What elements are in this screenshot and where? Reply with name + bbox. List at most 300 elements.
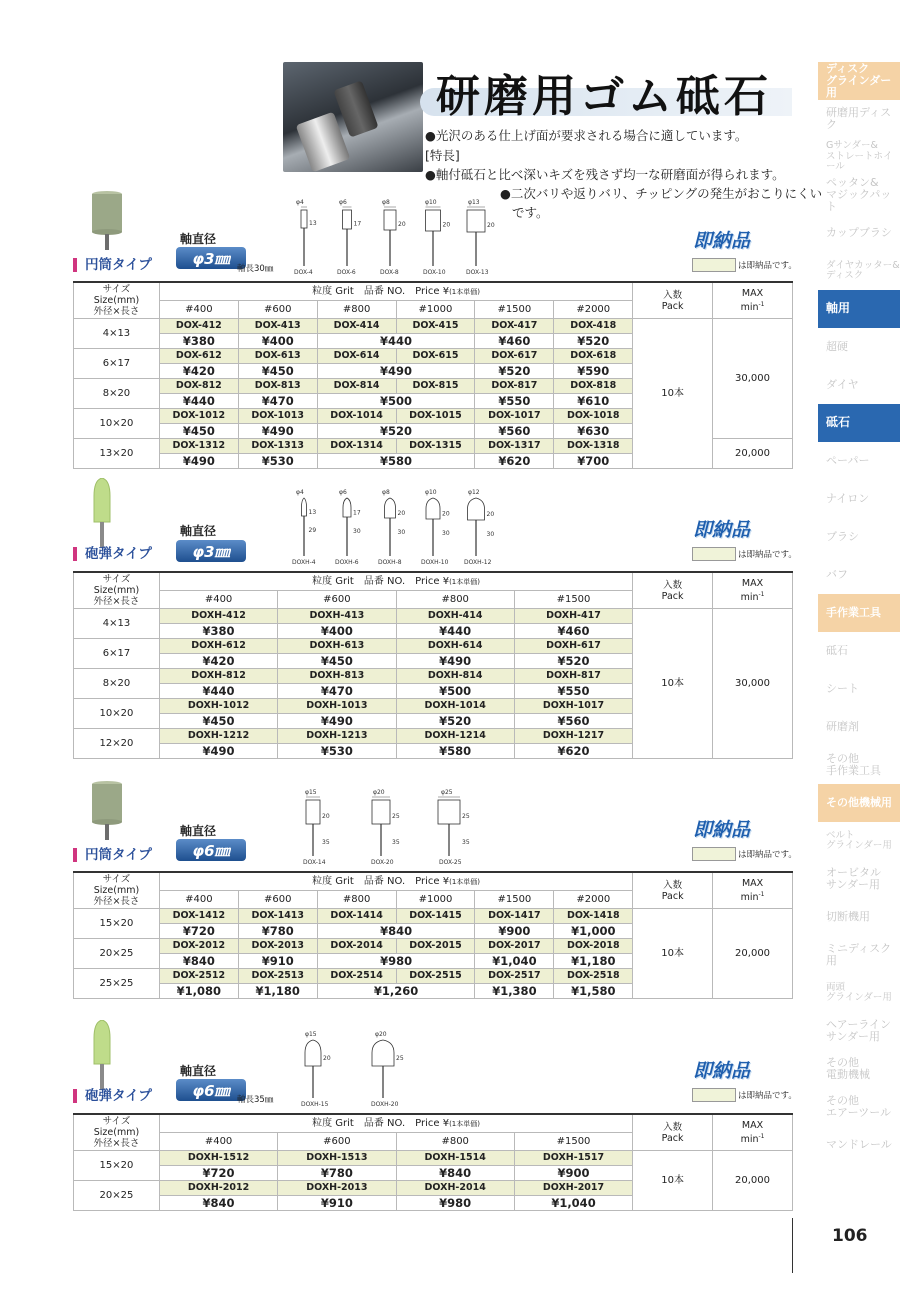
sidebar-item[interactable]: 砥石 (818, 404, 900, 442)
axis-diameter-label: 軸直径 (180, 1064, 217, 1078)
product-code-cell: DOXH-1517 (514, 1151, 632, 1166)
type-label: 砲弾タイプ (73, 1089, 152, 1103)
svg-text:DOX-10: DOX-10 (423, 269, 446, 276)
svg-text:30: 30 (486, 531, 495, 538)
product-code-cell: DOX-1015 (396, 409, 475, 424)
product-code-cell: DOXH-813 (278, 669, 396, 684)
svg-text:DOXH-12: DOXH-12 (464, 559, 492, 566)
product-code-cell: DOXH-1012 (159, 699, 277, 714)
svg-text:φ13: φ13 (468, 199, 480, 206)
product-code-cell: DOX-813 (238, 379, 317, 394)
size-cell: 20×25 (74, 939, 160, 969)
max-rpm-header: MAX $\min^{-1}$ (713, 1115, 793, 1151)
price-cell: ¥1,040 (475, 954, 554, 969)
dimension-drawing (419, 786, 479, 870)
product-code-cell: DOXH-1514 (396, 1151, 514, 1166)
size-cell: 20×25 (74, 1181, 160, 1211)
svg-text:DOXH-15: DOXH-15 (301, 1101, 329, 1108)
shank-length-note: 軸長30㎜ (237, 264, 274, 274)
product-code-cell: DOX-2515 (396, 969, 475, 984)
svg-text:φ15: φ15 (305, 789, 317, 796)
svg-text:35: 35 (322, 839, 330, 846)
product-code-cell: DOX-618 (554, 349, 633, 364)
table-top-rule (73, 1113, 793, 1115)
svg-text:20: 20 (487, 222, 495, 229)
price-cell: ¥420 (159, 654, 277, 669)
description-line-4: です。 (512, 205, 549, 220)
svg-text:17: 17 (353, 509, 361, 517)
sidebar-item[interactable]: 砥石 (826, 643, 848, 657)
pack-header: 入数 Pack (633, 573, 713, 609)
size-cell: 13×20 (74, 439, 160, 469)
product-code-cell: DOX-818 (554, 379, 633, 394)
in-stock-legend-text: は即納品です。 (738, 550, 797, 560)
price-cell: ¥550 (475, 394, 554, 409)
in-stock-legend-swatch (692, 258, 736, 272)
price-cell: ¥520 (554, 334, 633, 349)
axis-diameter-badge: φ3㎜ (176, 540, 246, 562)
cylinder-stone-image (90, 190, 124, 256)
page-number: 106 (832, 1226, 868, 1246)
svg-text:φ8: φ8 (382, 489, 390, 496)
product-code-cell: DOXH-1512 (159, 1151, 277, 1166)
price-cell: ¥840 (159, 1196, 277, 1211)
svg-text:DOXH-20: DOXH-20 (371, 1101, 399, 1108)
product-code-cell: DOXH-814 (396, 669, 514, 684)
price-cell: ¥400 (238, 334, 317, 349)
price-cell: ¥440 (396, 624, 514, 639)
price-table (73, 872, 793, 999)
price-cell: ¥420 (159, 364, 238, 379)
product-code-cell: DOXH-614 (396, 639, 514, 654)
max-rpm-cell: 20,000 (713, 439, 793, 469)
product-code-cell: DOX-812 (159, 379, 238, 394)
in-stock-legend-swatch (692, 847, 736, 861)
dimension-drawing (369, 196, 411, 280)
dimension-drawing (326, 196, 368, 280)
sidebar-item[interactable]: 研磨用ディスク (826, 105, 892, 131)
sidebar-item[interactable]: ブラシ (826, 529, 859, 543)
price-cell: ¥840 (317, 924, 475, 939)
sidebar-item[interactable]: その他機械用 (818, 784, 900, 822)
product-code-cell: DOX-1312 (159, 439, 238, 454)
dimension-drawing (283, 786, 343, 870)
price-cell: ¥490 (159, 744, 277, 759)
size-cell: 6×17 (74, 639, 160, 669)
product-code-cell: DOX-1017 (475, 409, 554, 424)
price-cell: ¥460 (475, 334, 554, 349)
grit-column-header: #400 (159, 891, 238, 909)
grit-header: 粒度 Grit 品番 NO. Price ¥(1本単価) (159, 873, 632, 891)
sidebar-item[interactable]: 軸用 (818, 290, 900, 328)
sidebar-item[interactable]: ベルト グラインダー用 (826, 829, 892, 851)
description-line-3: ●二次バリや返りバリ、チッピングの発生がおこりにくい (500, 186, 823, 201)
size-cell: 25×25 (74, 969, 160, 999)
price-cell: ¥1,580 (554, 984, 633, 999)
description-line-1: ●光沢のある仕上げ面が要求される場合に適しています。 (425, 128, 748, 143)
max-rpm-header: MAX $\min^{-1}$ (713, 283, 793, 319)
svg-text:35: 35 (462, 839, 470, 846)
product-code-cell: DOXH-2013 (278, 1181, 396, 1196)
price-cell: ¥490 (238, 424, 317, 439)
product-code-cell: DOX-613 (238, 349, 317, 364)
sidebar-item[interactable]: 両頭 グラインダー用 (826, 981, 892, 1003)
in-stock-legend-swatch (692, 547, 736, 561)
size-header: サイズ Size(mm) 外径×長さ (74, 1115, 160, 1151)
product-section (73, 1022, 797, 1292)
max-rpm-cell: 20,000 (713, 909, 793, 999)
svg-text:φ20: φ20 (373, 789, 385, 796)
product-code-cell: DOXH-413 (278, 609, 396, 624)
price-cell: ¥460 (514, 624, 632, 639)
product-code-cell: DOX-1415 (396, 909, 475, 924)
price-cell: ¥580 (396, 744, 514, 759)
svg-text:DOXH-8: DOXH-8 (378, 559, 402, 566)
svg-text:φ10: φ10 (425, 489, 437, 496)
price-cell: ¥980 (317, 954, 475, 969)
in-stock-legend-swatch (692, 1088, 736, 1102)
svg-text:φ10: φ10 (425, 199, 437, 206)
price-cell: ¥560 (514, 714, 632, 729)
svg-text:30: 30 (353, 528, 361, 535)
price-cell: ¥440 (317, 334, 475, 349)
type-label: 円筒タイプ (73, 258, 152, 272)
bullet-stone-image (90, 1020, 114, 1096)
grit-column-header: #800 (396, 1133, 514, 1151)
sidebar-item[interactable]: シート (826, 681, 859, 695)
price-cell: ¥840 (159, 954, 238, 969)
product-code-cell: DOX-2517 (475, 969, 554, 984)
product-code-cell: DOXH-2017 (514, 1181, 632, 1196)
grit-column-header: #1500 (475, 301, 554, 319)
product-code-cell: DOX-1315 (396, 439, 475, 454)
price-cell: ¥440 (159, 684, 277, 699)
sidebar-item[interactable]: ダイヤカッター& ディスク (826, 259, 900, 281)
grit-column-header: #1000 (396, 301, 475, 319)
in-stock-logo: 即納品 (693, 819, 751, 841)
dimension-drawing (369, 486, 411, 570)
svg-text:φ4: φ4 (296, 489, 304, 496)
grit-column-header: #400 (159, 1133, 277, 1151)
product-code-cell: DOX-1014 (317, 409, 396, 424)
price-cell: ¥500 (396, 684, 514, 699)
price-cell: ¥700 (554, 454, 633, 469)
bullet-stone-image (90, 478, 114, 554)
product-code-cell: DOX-2018 (554, 939, 633, 954)
sidebar-item[interactable]: マンドレール (826, 1137, 892, 1151)
svg-text:DOX-13: DOX-13 (466, 269, 489, 276)
product-code-cell: DOX-2014 (317, 939, 396, 954)
price-cell: ¥630 (554, 424, 633, 439)
product-code-cell: DOXH-2012 (159, 1181, 277, 1196)
grit-column-header: #600 (238, 301, 317, 319)
cylinder-stone-image (90, 780, 124, 846)
svg-text:DOXH-10: DOXH-10 (421, 559, 449, 566)
svg-text:20: 20 (323, 1055, 331, 1062)
table-top-rule (73, 871, 793, 873)
sidebar-item[interactable]: 切断機用 (826, 909, 870, 923)
max-rpm-cell: 30,000 (713, 609, 793, 759)
table-top-rule (73, 281, 793, 283)
size-cell: 15×20 (74, 909, 160, 939)
svg-text:φ25: φ25 (441, 789, 453, 796)
product-code-cell: DOXH-1513 (278, 1151, 396, 1166)
price-cell: ¥620 (514, 744, 632, 759)
dimension-drawing (353, 1028, 413, 1112)
svg-text:DOX-8: DOX-8 (380, 269, 399, 276)
size-cell: 10×20 (74, 699, 160, 729)
svg-text:20: 20 (442, 510, 450, 518)
price-cell: ¥780 (238, 924, 317, 939)
pack-cell: 10本 (633, 909, 713, 999)
grit-column-header: #600 (278, 591, 396, 609)
sidebar-item[interactable]: オービタル サンダー用 (826, 865, 881, 891)
product-code-cell: DOXH-1214 (396, 729, 514, 744)
grit-header: 粒度 Grit 品番 NO. Price ¥(1本単価) (159, 283, 632, 301)
shank-length-note: 軸長35㎜ (237, 1095, 274, 1105)
price-cell: ¥1,260 (317, 984, 475, 999)
dimension-drawing (283, 486, 325, 570)
svg-text:20: 20 (322, 813, 330, 820)
product-code-cell: DOXH-613 (278, 639, 396, 654)
sidebar-item[interactable]: ナイロン (826, 491, 870, 505)
dimension-drawing (351, 786, 411, 870)
svg-text:DOX-20: DOX-20 (371, 859, 394, 866)
sidebar-item[interactable]: カップブラシ (826, 225, 892, 239)
svg-text:φ6: φ6 (339, 199, 347, 206)
pack-header: 入数 Pack (633, 283, 713, 319)
svg-text:25: 25 (462, 813, 470, 820)
size-header: サイズ Size(mm) 外径×長さ (74, 573, 160, 609)
size-cell: 10×20 (74, 409, 160, 439)
grit-column-header: #600 (278, 1133, 396, 1151)
size-cell: 4×13 (74, 609, 160, 639)
sidebar-item[interactable]: Gサンダー& ストレートホイール (826, 140, 893, 173)
in-stock-logo: 即納品 (693, 519, 751, 541)
product-code-cell: DOX-1314 (317, 439, 396, 454)
svg-text:20: 20 (397, 510, 406, 517)
price-cell: ¥1,080 (159, 984, 238, 999)
price-cell: ¥520 (475, 364, 554, 379)
sidebar-item[interactable]: 研磨剤 (826, 719, 859, 733)
sidebar-item[interactable]: ディスク グラインダー用 (818, 62, 900, 100)
svg-text:30: 30 (397, 529, 406, 536)
price-table (73, 1114, 793, 1211)
sidebar-item[interactable]: ダイヤ (826, 377, 859, 391)
product-code-cell: DOX-817 (475, 379, 554, 394)
grit-column-header: #800 (317, 891, 396, 909)
product-code-cell: DOX-2013 (238, 939, 317, 954)
dimension-drawing (283, 1028, 343, 1112)
price-cell: ¥610 (554, 394, 633, 409)
product-code-cell: DOXH-1014 (396, 699, 514, 714)
sidebar-item[interactable]: ヘアーライン サンダー用 (826, 1017, 892, 1043)
sidebar-item[interactable]: その他 手作業工具 (826, 751, 881, 777)
product-code-cell: DOX-2015 (396, 939, 475, 954)
max-rpm-cell: 30,000 (713, 319, 793, 439)
product-code-cell: DOX-615 (396, 349, 475, 364)
svg-text:29: 29 (308, 527, 317, 534)
description-features-heading: [特長] (425, 148, 460, 163)
category-sidebar (818, 62, 900, 1164)
product-code-cell: DOX-1413 (238, 909, 317, 924)
svg-text:φ15: φ15 (305, 1031, 317, 1038)
product-code-cell: DOXH-812 (159, 669, 277, 684)
product-code-cell: DOXH-1212 (159, 729, 277, 744)
price-cell: ¥520 (317, 424, 475, 439)
svg-text:DOXH-4: DOXH-4 (292, 559, 316, 566)
product-photo (283, 62, 423, 172)
table-top-rule (73, 571, 793, 573)
size-cell: 4×13 (74, 319, 160, 349)
product-code-cell: DOX-1013 (238, 409, 317, 424)
size-header: サイズ Size(mm) 外径×長さ (74, 283, 160, 319)
dimension-drawing (412, 196, 454, 280)
price-cell: ¥440 (159, 394, 238, 409)
size-cell: 12×20 (74, 729, 160, 759)
sidebar-item[interactable]: その他 電動機械 (826, 1055, 870, 1081)
in-stock-legend-text: は即納品です。 (738, 261, 797, 271)
product-code-cell: DOX-617 (475, 349, 554, 364)
svg-text:φ8: φ8 (382, 199, 390, 206)
price-cell: ¥520 (514, 654, 632, 669)
in-stock-logo: 即納品 (693, 1060, 751, 1082)
product-code-cell: DOX-412 (159, 319, 238, 334)
product-code-cell: DOX-815 (396, 379, 475, 394)
product-code-cell: DOXH-612 (159, 639, 277, 654)
price-cell: ¥380 (159, 334, 238, 349)
price-cell: ¥560 (475, 424, 554, 439)
price-cell: ¥1,180 (554, 954, 633, 969)
product-code-cell: DOXH-1013 (278, 699, 396, 714)
sidebar-item[interactable]: 手作業工具 (818, 594, 900, 632)
price-table (73, 282, 793, 469)
axis-diameter-badge: φ3㎜ (176, 247, 246, 269)
price-cell: ¥530 (278, 744, 396, 759)
size-header: サイズ Size(mm) 外径×長さ (74, 873, 160, 909)
svg-text:DOX-25: DOX-25 (439, 859, 462, 866)
sidebar-item[interactable]: その他 エアーツール (826, 1093, 892, 1119)
svg-text:17: 17 (353, 220, 362, 228)
price-cell: ¥980 (396, 1196, 514, 1211)
price-cell: ¥780 (278, 1166, 396, 1181)
in-stock-legend-text: は即納品です。 (738, 1091, 797, 1101)
price-cell: ¥450 (278, 654, 396, 669)
price-table (73, 572, 793, 759)
svg-text:DOX-4: DOX-4 (294, 269, 313, 276)
sidebar-item[interactable]: ミニディスク用 (826, 941, 892, 967)
max-rpm-cell: 20,000 (713, 1151, 793, 1211)
svg-text:DOX-6: DOX-6 (337, 269, 356, 276)
sidebar-item[interactable]: バフ (826, 567, 848, 581)
svg-text:25: 25 (396, 1055, 404, 1062)
size-cell: 6×17 (74, 349, 160, 379)
svg-text:DOX-14: DOX-14 (303, 859, 326, 866)
sidebar-item[interactable]: ペッタン& マジックパット (826, 175, 892, 214)
product-code-cell: DOXH-1217 (514, 729, 632, 744)
price-cell: ¥1,040 (514, 1196, 632, 1211)
product-code-cell: DOX-1318 (554, 439, 633, 454)
pack-cell: 10本 (633, 1151, 713, 1211)
price-cell: ¥470 (238, 394, 317, 409)
product-code-cell: DOX-612 (159, 349, 238, 364)
product-code-cell: DOX-414 (317, 319, 396, 334)
grit-column-header: #2000 (554, 891, 633, 909)
product-code-cell: DOX-2012 (159, 939, 238, 954)
grit-column-header: #1500 (514, 1133, 632, 1151)
price-cell: ¥490 (396, 654, 514, 669)
product-code-cell: DOXH-1213 (278, 729, 396, 744)
max-rpm-header: MAX $\min^{-1}$ (713, 573, 793, 609)
dimension-drawing (326, 486, 368, 570)
grit-header: 粒度 Grit 品番 NO. Price ¥(1本単価) (159, 1115, 632, 1133)
grit-column-header: #1500 (475, 891, 554, 909)
svg-text:20: 20 (398, 221, 406, 228)
price-cell: ¥450 (238, 364, 317, 379)
product-code-cell: DOX-1417 (475, 909, 554, 924)
grit-column-header: #1000 (396, 891, 475, 909)
price-cell: ¥1,380 (475, 984, 554, 999)
price-cell: ¥380 (159, 624, 277, 639)
dimension-drawing (455, 486, 497, 570)
grit-column-header: #800 (396, 591, 514, 609)
product-code-cell: DOX-2518 (554, 969, 633, 984)
axis-diameter-label: 軸直径 (180, 824, 217, 838)
svg-text:20: 20 (442, 221, 451, 229)
product-code-cell: DOX-1414 (317, 909, 396, 924)
product-code-cell: DOX-1012 (159, 409, 238, 424)
price-cell: ¥500 (317, 394, 475, 409)
size-cell: 15×20 (74, 1151, 160, 1181)
product-code-cell: DOX-418 (554, 319, 633, 334)
product-code-cell: DOX-1412 (159, 909, 238, 924)
grit-header: 粒度 Grit 品番 NO. Price ¥(1本単価) (159, 573, 632, 591)
product-code-cell: DOX-814 (317, 379, 396, 394)
product-code-cell: DOXH-617 (514, 639, 632, 654)
product-code-cell: DOX-1313 (238, 439, 317, 454)
sidebar-item[interactable]: 超硬 (826, 339, 848, 353)
product-code-cell: DOXH-2014 (396, 1181, 514, 1196)
type-label: 砲弾タイプ (73, 547, 152, 561)
sidebar-item[interactable]: ペーパー (826, 453, 870, 467)
max-rpm-header: MAX $\min^{-1}$ (713, 873, 793, 909)
product-code-cell: DOX-2512 (159, 969, 238, 984)
product-code-cell: DOX-415 (396, 319, 475, 334)
pack-header: 入数 Pack (633, 873, 713, 909)
grit-column-header: #400 (159, 591, 277, 609)
price-cell: ¥400 (278, 624, 396, 639)
product-code-cell: DOX-2017 (475, 939, 554, 954)
product-code-cell: DOX-2514 (317, 969, 396, 984)
price-cell: ¥470 (278, 684, 396, 699)
product-section (73, 480, 797, 758)
product-code-cell: DOXH-417 (514, 609, 632, 624)
price-cell: ¥490 (317, 364, 475, 379)
axis-diameter-label: 軸直径 (180, 232, 217, 246)
price-cell: ¥520 (396, 714, 514, 729)
svg-text:13: 13 (309, 220, 317, 227)
price-cell: ¥450 (159, 714, 277, 729)
product-code-cell: DOX-1418 (554, 909, 633, 924)
grit-column-header: #2000 (554, 301, 633, 319)
product-code-cell: DOX-413 (238, 319, 317, 334)
size-cell: 8×20 (74, 669, 160, 699)
grit-column-header: #600 (238, 891, 317, 909)
dimension-drawing (283, 196, 325, 280)
product-code-cell: DOX-1317 (475, 439, 554, 454)
price-cell: ¥900 (475, 924, 554, 939)
product-code-cell: DOXH-1017 (514, 699, 632, 714)
